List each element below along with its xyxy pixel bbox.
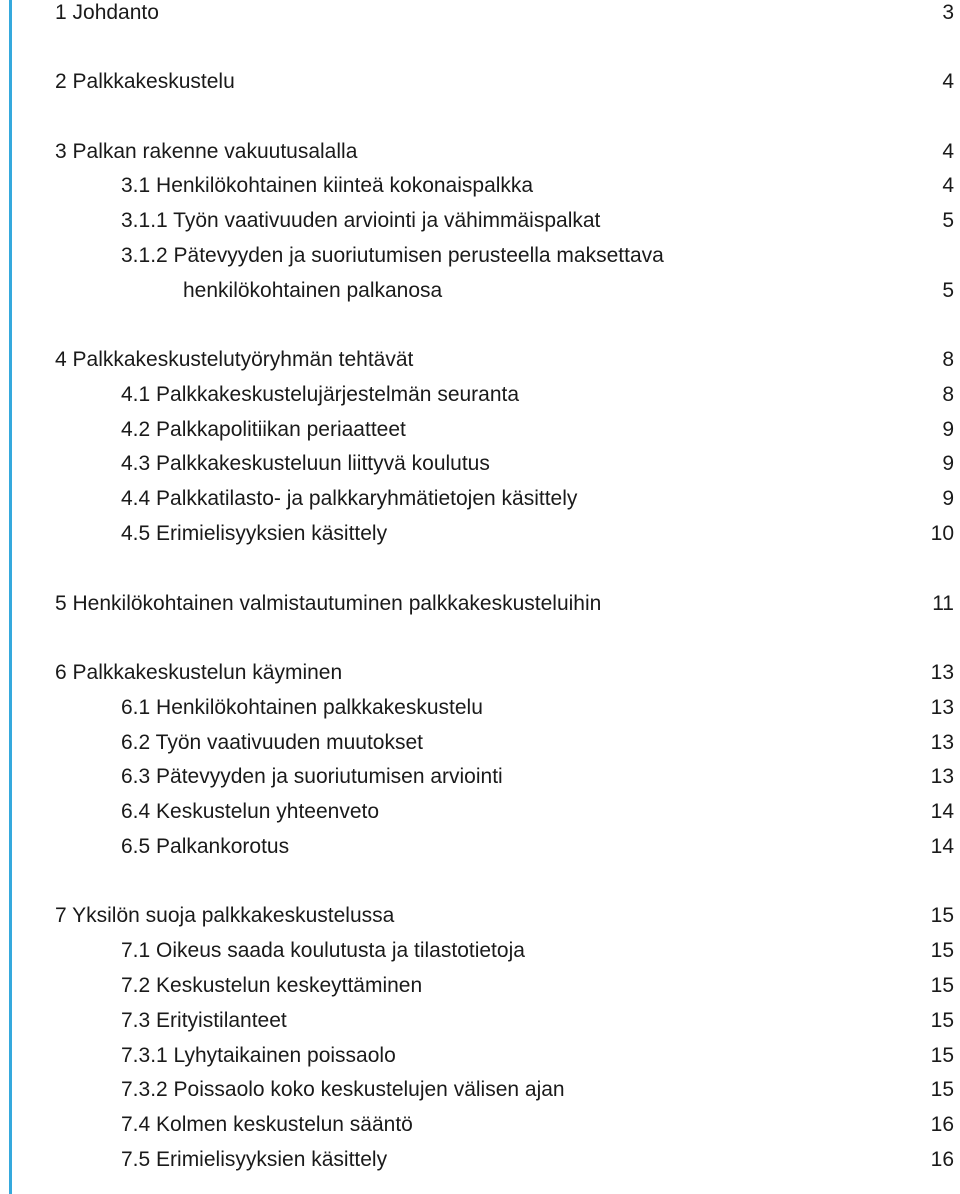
toc-entry[interactable]: [0, 169, 960, 203]
toc-entry-page: 15: [930, 904, 954, 927]
toc-entry-page: 8: [942, 348, 954, 371]
toc-entry-title: 1 Johdanto: [55, 1, 159, 24]
toc-entry-page: 3: [942, 1, 954, 24]
toc-entry-page: 5: [942, 209, 954, 232]
toc-entry-page: 8: [942, 383, 954, 406]
toc-entry-page: 16: [930, 1148, 954, 1171]
toc-entry-title: 7.3 Erityistilanteet: [121, 1009, 287, 1032]
toc-entry[interactable]: [0, 204, 960, 238]
toc-entry-title: 7.1 Oikeus saada koulutusta ja tilastotietoja: [121, 939, 525, 962]
toc-entry[interactable]: [0, 343, 960, 377]
toc-entry-title: 4 Palkkakeskustelutyöryhmän tehtävät: [55, 348, 414, 371]
toc-entry-page: 4: [942, 70, 954, 93]
toc-entry-title: 7.4 Kolmen keskustelun sääntö: [121, 1113, 413, 1136]
toc-entry[interactable]: [0, 969, 960, 1003]
toc-entry-page: 15: [930, 1044, 954, 1067]
toc-entry[interactable]: [0, 447, 960, 481]
toc-entry-title: 6 Palkkakeskustelun käyminen: [55, 661, 343, 684]
toc-entry[interactable]: [0, 482, 960, 516]
toc-entry[interactable]: [0, 795, 960, 829]
toc-entry[interactable]: [0, 135, 960, 169]
toc-entry-title: 7.5 Erimielisyyksien käsittely: [121, 1148, 388, 1171]
toc-entry[interactable]: [0, 760, 960, 794]
toc-entry-title: 6.4 Keskustelun yhteenveto: [121, 800, 380, 823]
toc-entry-page: 4: [942, 140, 954, 163]
toc-entry-title: 6.2 Työn vaativuuden muutokset: [121, 731, 423, 754]
toc-entry-title: 6.3 Pätevyyden ja suoriutumisen arviointi: [121, 765, 503, 788]
toc-entry-title: henkilökohtainen palkanosa: [183, 279, 443, 302]
toc-entry-title: 7.3.1 Lyhytaikainen poissaolo: [121, 1044, 396, 1067]
toc-entry-title: 4.4 Palkkatilasto- ja palkkaryhmätietojen käsittely: [121, 487, 578, 510]
toc-entry[interactable]: [0, 656, 960, 690]
toc-entry-page: 16: [930, 1113, 954, 1136]
toc-entry[interactable]: [0, 691, 960, 725]
toc-entry-title: 4.5 Erimielisyyksien käsittely: [121, 522, 388, 545]
toc-entry-page: 14: [930, 800, 954, 823]
toc-entry[interactable]: [0, 413, 960, 447]
toc-entry-page: 9: [942, 452, 954, 475]
toc-entry-title: 4.1 Palkkakeskustelujärjestelmän seuranta: [121, 383, 520, 406]
toc-entry-title: 7.2 Keskustelun keskeyttäminen: [121, 974, 423, 997]
toc-entry-title: 3 Palkan rakenne vakuutusalalla: [55, 140, 358, 163]
toc-entry[interactable]: [0, 1143, 960, 1177]
toc-entry-page: 13: [930, 731, 954, 754]
toc-entry-page: 13: [930, 696, 954, 719]
toc-entry[interactable]: [0, 934, 960, 968]
toc-entry[interactable]: [0, 239, 960, 273]
toc-entry-page: 13: [930, 765, 954, 788]
toc-entry-title: 3.1.1 Työn vaativuuden arviointi ja vähimmäispalkat: [121, 209, 601, 232]
toc-entry[interactable]: [0, 899, 960, 933]
toc-entry[interactable]: [0, 1004, 960, 1038]
toc-entry-page: 5: [942, 279, 954, 302]
toc-entry[interactable]: [0, 0, 960, 30]
toc-entry[interactable]: [0, 726, 960, 760]
toc-entry-title: 6.1 Henkilökohtainen palkkakeskustelu: [121, 696, 483, 719]
toc-entry-title: 5 Henkilökohtainen valmistautuminen palkkakeskusteluihin: [55, 592, 602, 615]
toc-entry-page: 15: [930, 974, 954, 997]
toc-entry-title: 3.1 Henkilökohtainen kiinteä kokonaispalkka: [121, 174, 534, 197]
toc-entry-title: 7 Yksilön suoja palkkakeskustelussa: [55, 904, 395, 927]
toc-entry-page: 9: [942, 487, 954, 510]
toc-entry-page: 9: [942, 418, 954, 441]
toc-entry-title: 3.1.2 Pätevyyden ja suoriutumisen perusteella maksettava: [121, 244, 664, 267]
toc-entry[interactable]: [0, 1039, 960, 1073]
toc-entry[interactable]: [0, 830, 960, 864]
toc-entry-page: 11: [932, 592, 954, 615]
toc-entry-page: 15: [930, 1009, 954, 1032]
toc-entry-page: 13: [930, 661, 954, 684]
toc-entry-page: 14: [930, 835, 954, 858]
toc-entry-title: 4.2 Palkkapolitiikan periaatteet: [121, 418, 406, 441]
toc-entry-title: 2 Palkkakeskustelu: [55, 70, 235, 93]
toc-entry-page: 15: [930, 1078, 954, 1101]
toc-entry-title: 6.5 Palkankorotus: [121, 835, 290, 858]
toc-entry-page: 10: [930, 522, 954, 545]
toc-entry[interactable]: [0, 1073, 960, 1107]
toc-entry[interactable]: [0, 378, 960, 412]
toc-entry[interactable]: [0, 517, 960, 551]
toc-entry-title: 7.3.2 Poissaolo koko keskustelujen välisen ajan: [121, 1078, 565, 1101]
toc-entry[interactable]: [0, 274, 960, 308]
toc-entry-page: 4: [942, 174, 954, 197]
toc-entry[interactable]: [0, 587, 960, 621]
toc-entry-title: 4.3 Palkkakeskusteluun liittyvä koulutus: [121, 452, 490, 475]
toc-entry[interactable]: [0, 65, 960, 99]
toc-entry-page: 15: [930, 939, 954, 962]
toc-entry[interactable]: [0, 1108, 960, 1142]
